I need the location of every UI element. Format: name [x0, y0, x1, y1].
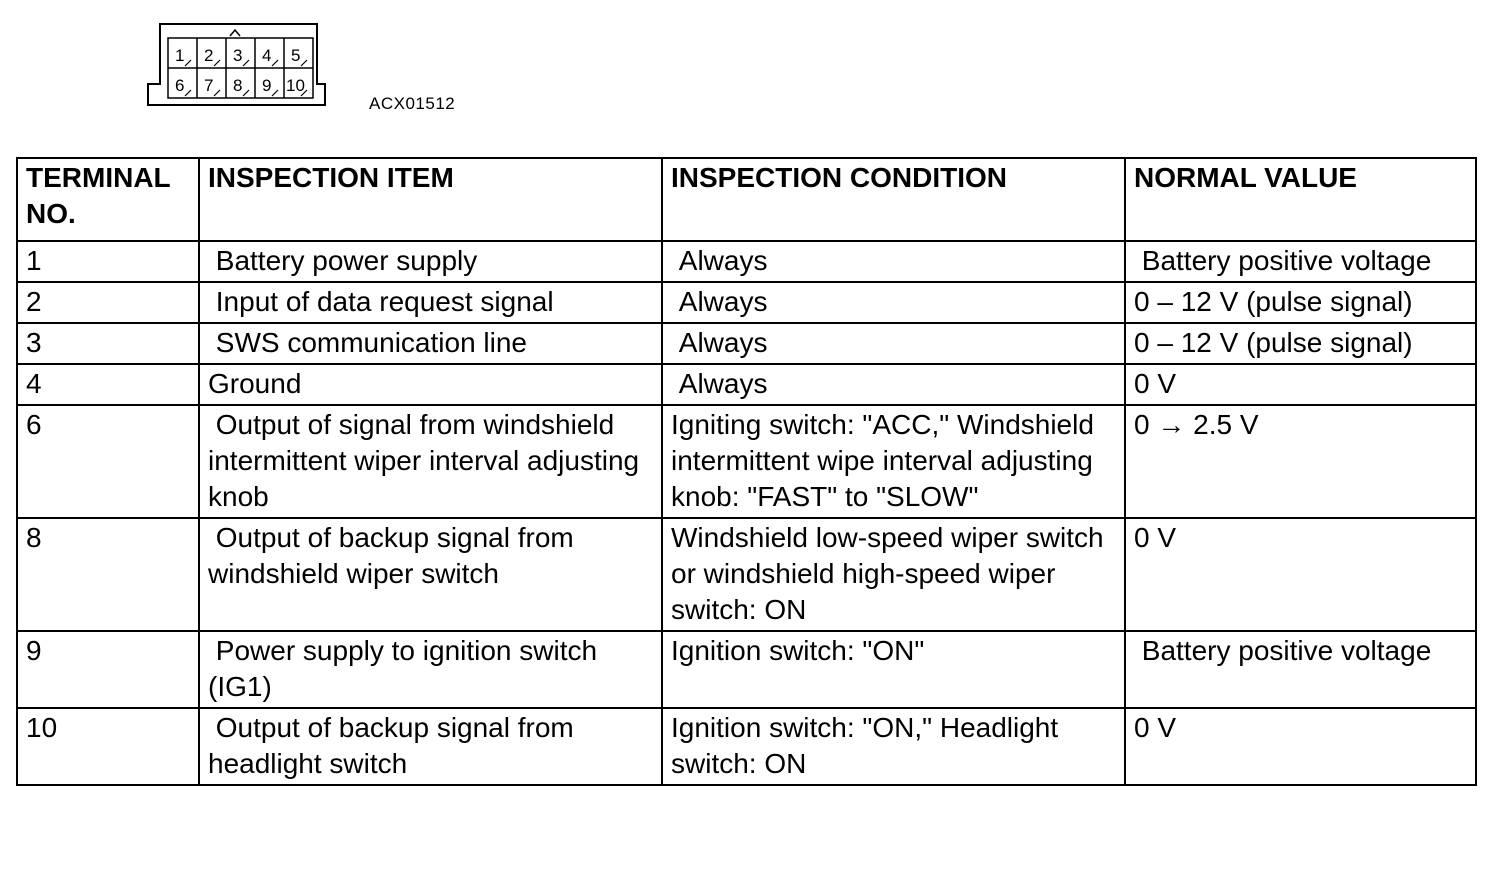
- inspection-table: [16, 157, 1477, 786]
- pin-label-3: 3: [233, 46, 243, 65]
- terminal-cell: 6: [17, 405, 199, 518]
- value-cell: 0 – 12 V (pulse signal): [1125, 282, 1476, 323]
- header-terminal-no: TERMINAL NO.: [17, 158, 199, 241]
- terminal-cell: 3: [17, 323, 199, 364]
- condition-cell: Ignition switch: "ON," Headlight switch: ON: [662, 708, 1125, 785]
- terminal-cell: 8: [17, 518, 199, 631]
- table-row: [17, 241, 1476, 282]
- item-cell: Battery power supply: [199, 241, 662, 282]
- value-cell: Battery positive voltage: [1125, 241, 1476, 282]
- item-cell: Output of signal from windshield intermittent wiper interval adjusting knob: [199, 405, 662, 518]
- condition-cell: Always: [662, 241, 1125, 282]
- pin-label-6: 6: [175, 76, 185, 95]
- pin-label-10: 10: [286, 76, 305, 95]
- terminal-cell: 4: [17, 364, 199, 405]
- value-cell: 0 V: [1125, 518, 1476, 631]
- table-row: [17, 518, 1476, 631]
- table-header-row: [17, 158, 1476, 241]
- pin-label-5: 5: [291, 46, 301, 65]
- value-cell: 0 → 2.5 V: [1125, 405, 1476, 518]
- header-inspection-item: INSPECTION ITEM: [199, 158, 662, 241]
- condition-cell: Always: [662, 323, 1125, 364]
- item-cell: Output of backup signal from windshield wiper switch: [199, 518, 662, 631]
- item-cell: Input of data request signal: [199, 282, 662, 323]
- item-cell: Power supply to ignition switch (IG1): [199, 631, 662, 708]
- condition-cell: Igniting switch: "ACC," Windshield intermittent wipe interval adjusting knob: "FAST" to "SLOW": [662, 405, 1125, 518]
- value-cell: Battery positive voltage: [1125, 631, 1476, 708]
- condition-cell: Always: [662, 364, 1125, 405]
- terminal-cell: 1: [17, 241, 199, 282]
- figure-code: ACX01512: [369, 94, 456, 113]
- table-row: [17, 708, 1476, 785]
- pin-label-4: 4: [262, 46, 272, 65]
- item-cell: Ground: [199, 364, 662, 405]
- table-row: [17, 364, 1476, 405]
- table-row: [17, 323, 1476, 364]
- condition-cell: Always: [662, 282, 1125, 323]
- terminal-cell: 10: [17, 708, 199, 785]
- condition-cell: Windshield low-speed wiper switch or windshield high-speed wiper switch: ON: [662, 518, 1125, 631]
- terminal-cell: 2: [17, 282, 199, 323]
- table-row: [17, 282, 1476, 323]
- table-row: [17, 405, 1476, 518]
- terminal-cell: 9: [17, 631, 199, 708]
- pin-label-1: 1: [175, 46, 185, 65]
- item-cell: SWS communication line: [199, 323, 662, 364]
- header-normal-value: NORMAL VALUE: [1125, 158, 1476, 241]
- pin-label-9: 9: [262, 76, 272, 95]
- value-cell: 0 V: [1125, 708, 1476, 785]
- value-cell: 0 V: [1125, 364, 1476, 405]
- connector-diagram: [145, 20, 330, 110]
- item-cell: Output of backup signal from headlight switch: [199, 708, 662, 785]
- pin-label-2: 2: [204, 46, 214, 65]
- header-inspection-condition: INSPECTION CONDITION: [662, 158, 1125, 241]
- value-cell: 0 – 12 V (pulse signal): [1125, 323, 1476, 364]
- pin-label-8: 8: [233, 76, 243, 95]
- pin-label-7: 7: [204, 76, 214, 95]
- table-row: [17, 631, 1476, 708]
- condition-cell: Ignition switch: "ON": [662, 631, 1125, 708]
